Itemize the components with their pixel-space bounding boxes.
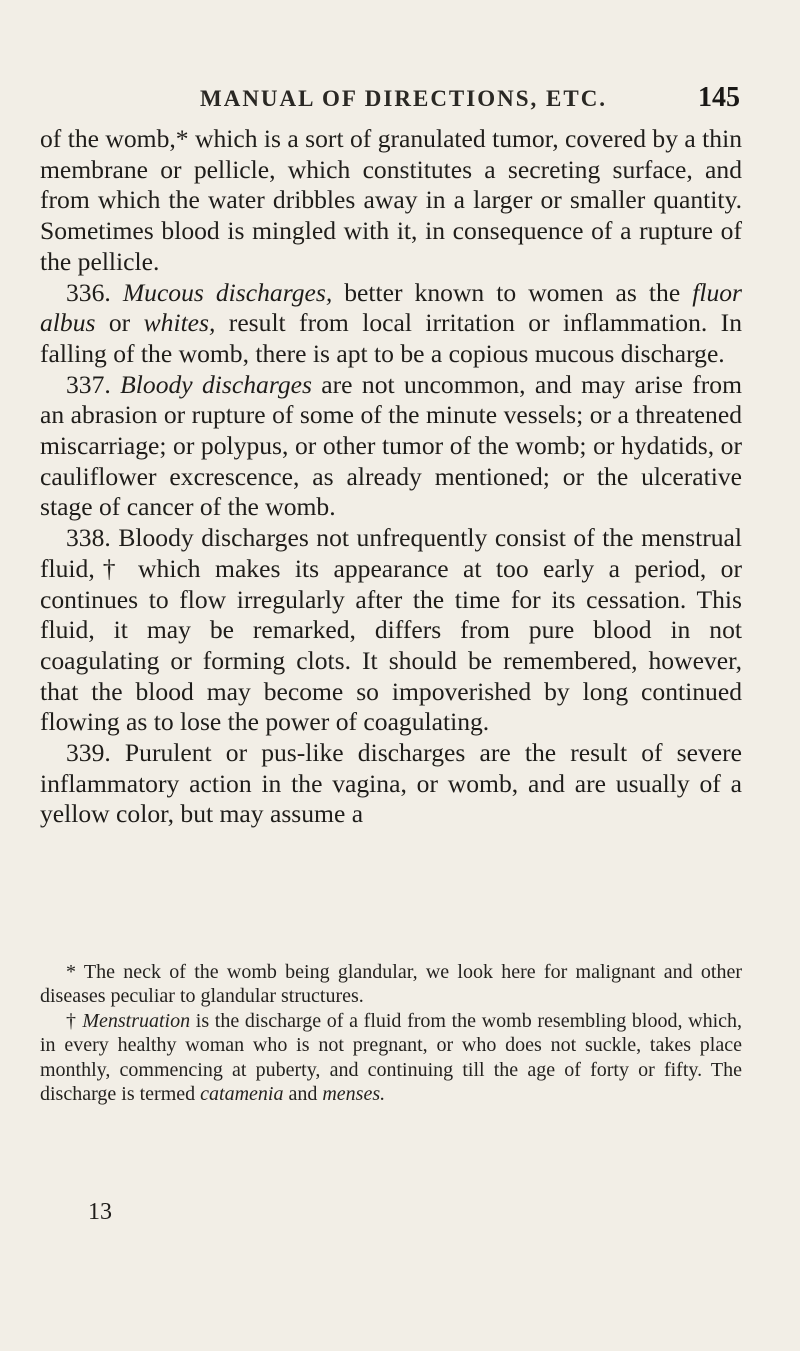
footnote-text: is the discharge of a fluid from the womb resembling blood, which, in every healthy woman who is not pregnant, or who does not suckle, takes place monthly, commencing at puberty, and continuing till the age of forty or fifty. The discharge is termed [40,1009,743,1106]
signature-mark: 13 [88,1199,112,1225]
paragraph-338 [40,523,742,738]
paragraph-text: Bloody discharges not unfrequently consist of the menstrual fluid,† which makes its appearance at too early a period, or continues to flow irregularly after the time for its cessation. This fluid, it may be remarked, differs from pure blood in not coagulating or forming clots. It should be remembered, however, that the blood may become so impoverished by long continued flowing as to lose the power of coagulating. [40,523,742,737]
paragraph-number: 338. [66,523,111,553]
footnotes [40,960,742,1106]
term-menses: menses. [322,1083,386,1106]
paragraph-number: 339. [66,738,111,768]
term-menstruation: Menstruation [82,1009,191,1032]
paragraph-continuation: of the womb,* which is a sort of granulated tumor, covered by a thin membrane or pellicle, which constitutes a secreting surface, and from which the water dribbles away in a larger or smaller quantity. Sometimes blood is mingled with it, in consequence of a rupture of the pellicle. [40,124,742,276]
running-title: MANUAL OF DIRECTIONS, ETC. [200,86,608,111]
paragraph-337 [40,370,742,524]
footnote-2 [40,1009,742,1107]
term-whites: whites, [143,308,216,338]
body-text [40,124,742,830]
paragraph-text: or [95,308,144,338]
term-bloody-discharges: Bloody discharges [120,369,312,399]
term-catamenia: catamenia [200,1083,284,1106]
paragraph-number: 337. [66,369,111,399]
term-mucous-discharges: Mucous discharges, [122,277,333,307]
paragraph-text: are not uncommon, and may arise from an abrasion or rupture of some of the minute vessels; or a threatened miscarriage; or polypus, or other tumor of the womb; or hydatids, or cauliflower excrescence, as already mentioned; or the ulcerative stage of cancer of the womb. [40,369,742,522]
paragraph-text: better known to women as the [332,277,693,307]
footnote-1: * The neck of the womb being glandular, we look here for malignant and other diseases peculiar to glandular structures. [40,961,742,1008]
footnote-mark: † [66,1009,83,1032]
term-fluor-albus: fluor albus [40,277,742,338]
paragraph-number: 336. [66,277,111,307]
paragraph-text: Purulent or pus-like discharges are the result of severe inflammatory action in the vagina, or womb, and are usually of a yellow color, but may assume a [40,738,742,829]
running-head [40,82,740,116]
page-number: 145 [698,82,740,113]
paragraph-336 [40,278,742,370]
paragraph-339 [40,738,742,830]
footnote-text: and [283,1083,323,1106]
paragraph-text: result from local irritation or inflammation. In falling of the womb, there is apt to be a copious mucous discharge. [40,308,743,368]
